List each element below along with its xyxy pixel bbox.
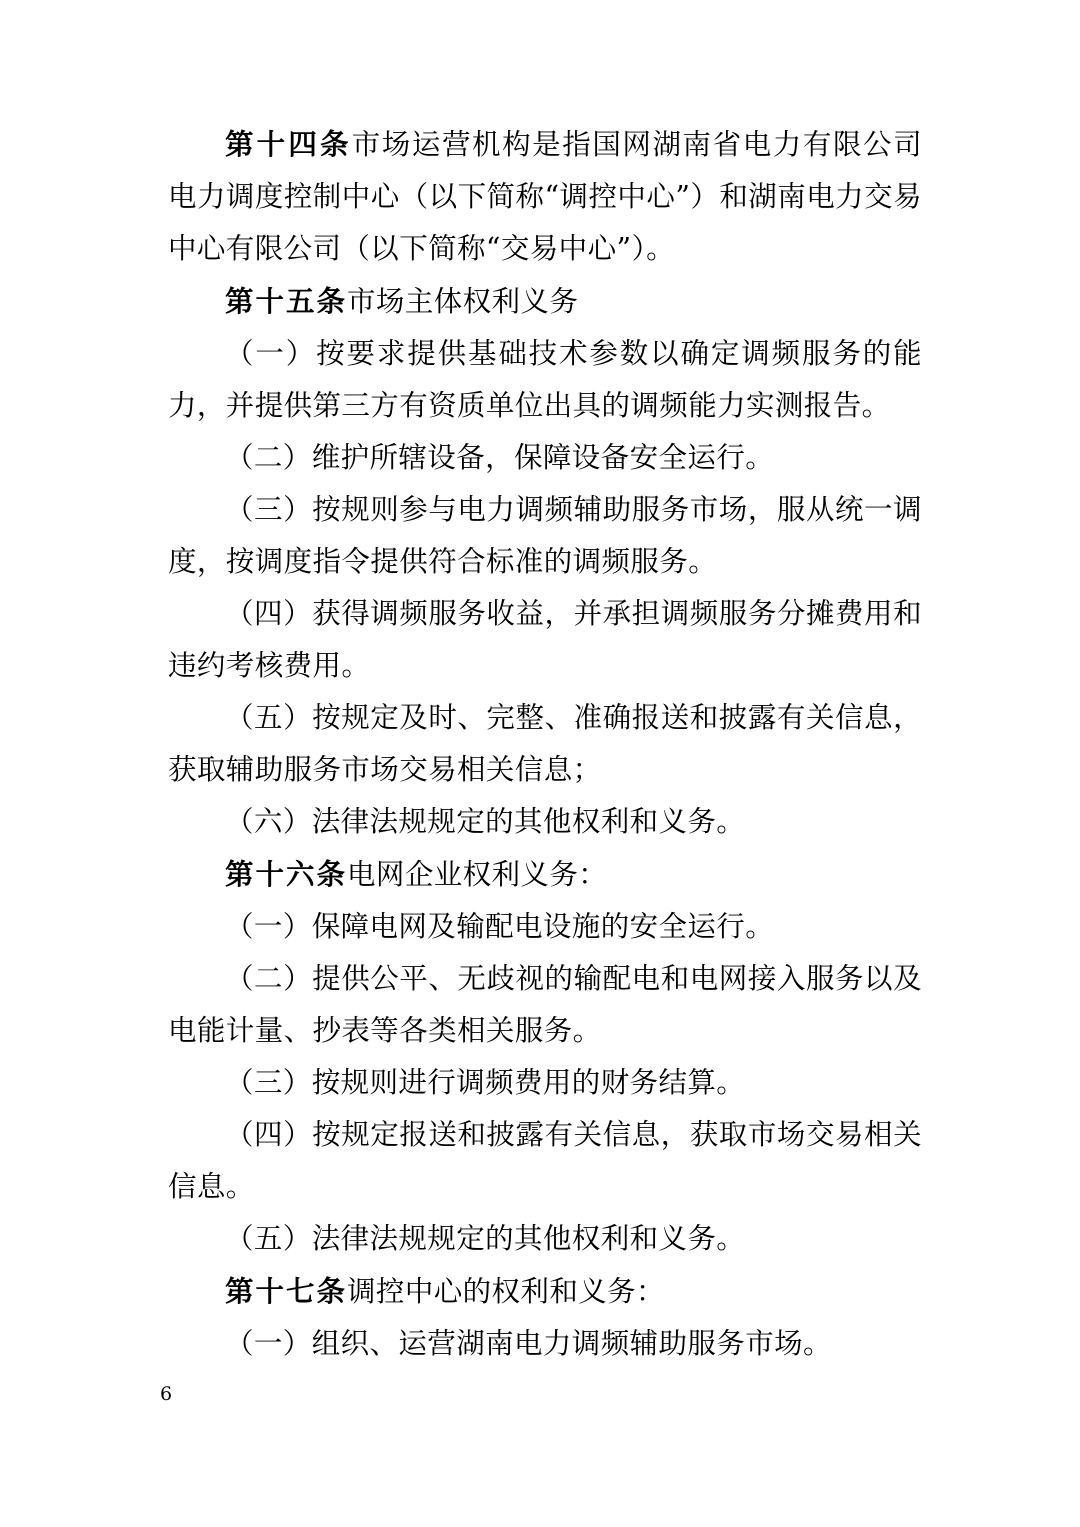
paragraph-item: （六）法律法规规定的其他权利和义务。 — [225, 805, 746, 838]
paragraph-article-14 — [168, 118, 922, 275]
page-number: 6 — [160, 1383, 173, 1405]
paragraph-item: （四）获得调频服务收益，并承担调频服务分摊费用和违约考核费用。 — [168, 597, 922, 682]
paragraph-item: （五）法律法规规定的其他权利和义务。 — [225, 1222, 746, 1255]
paragraph-item: （二）维护所辖设备，保障设备安全运行。 — [225, 441, 775, 474]
paragraph-item: （一）组织、运营湖南电力调频辅助服务市场。 — [225, 1327, 832, 1360]
document-body — [168, 118, 922, 1370]
paragraph-article-17 — [168, 1265, 922, 1318]
paragraph-article-16 — [168, 848, 922, 901]
article-label: 第十六条 — [225, 857, 348, 891]
article-label: 第十五条 — [225, 284, 348, 318]
paragraph-item: （二）提供公平、无歧视的输配电和电网接入服务以及电能计量、抄表等各类相关服务。 — [168, 962, 922, 1047]
article-text: 电网企业权利义务： — [347, 858, 608, 891]
paragraph-item: （三）按规则进行调频费用的财务结算。 — [225, 1066, 746, 1099]
paragraph-item: （三）按规则参与电力调频辅助服务市场，服从统一调度，按调度指令提供符合标准的调频服务。 — [168, 493, 922, 578]
article-text: 市场运营机构是指国网湖南省电力有限公司电力调度控制中心（以下简称“调控中心”）和湖南电力交易中心有限公司（以下简称“交易中心”）。 — [168, 128, 922, 265]
paragraph-article-15 — [168, 275, 922, 328]
article-text: 市场主体权利义务 — [347, 285, 579, 318]
paragraph-item: （一）按要求提供基础技术参数以确定调频服务的能力，并提供第三方有资质单位出具的调频能力实测报告。 — [168, 337, 922, 422]
article-label: 第十四条 — [225, 127, 352, 161]
article-text: 调控中心的权利和义务： — [347, 1275, 665, 1308]
paragraph-item: （四）按规定报送和披露有关信息，获取市场交易相关信息。 — [168, 1118, 922, 1203]
paragraph-item: （一）保障电网及输配电设施的安全运行。 — [225, 910, 775, 943]
paragraph-item: （五）按规定及时、完整、准确报送和披露有关信息，获取辅助服务市场交易相关信息； — [168, 701, 922, 786]
article-label: 第十七条 — [225, 1274, 348, 1308]
